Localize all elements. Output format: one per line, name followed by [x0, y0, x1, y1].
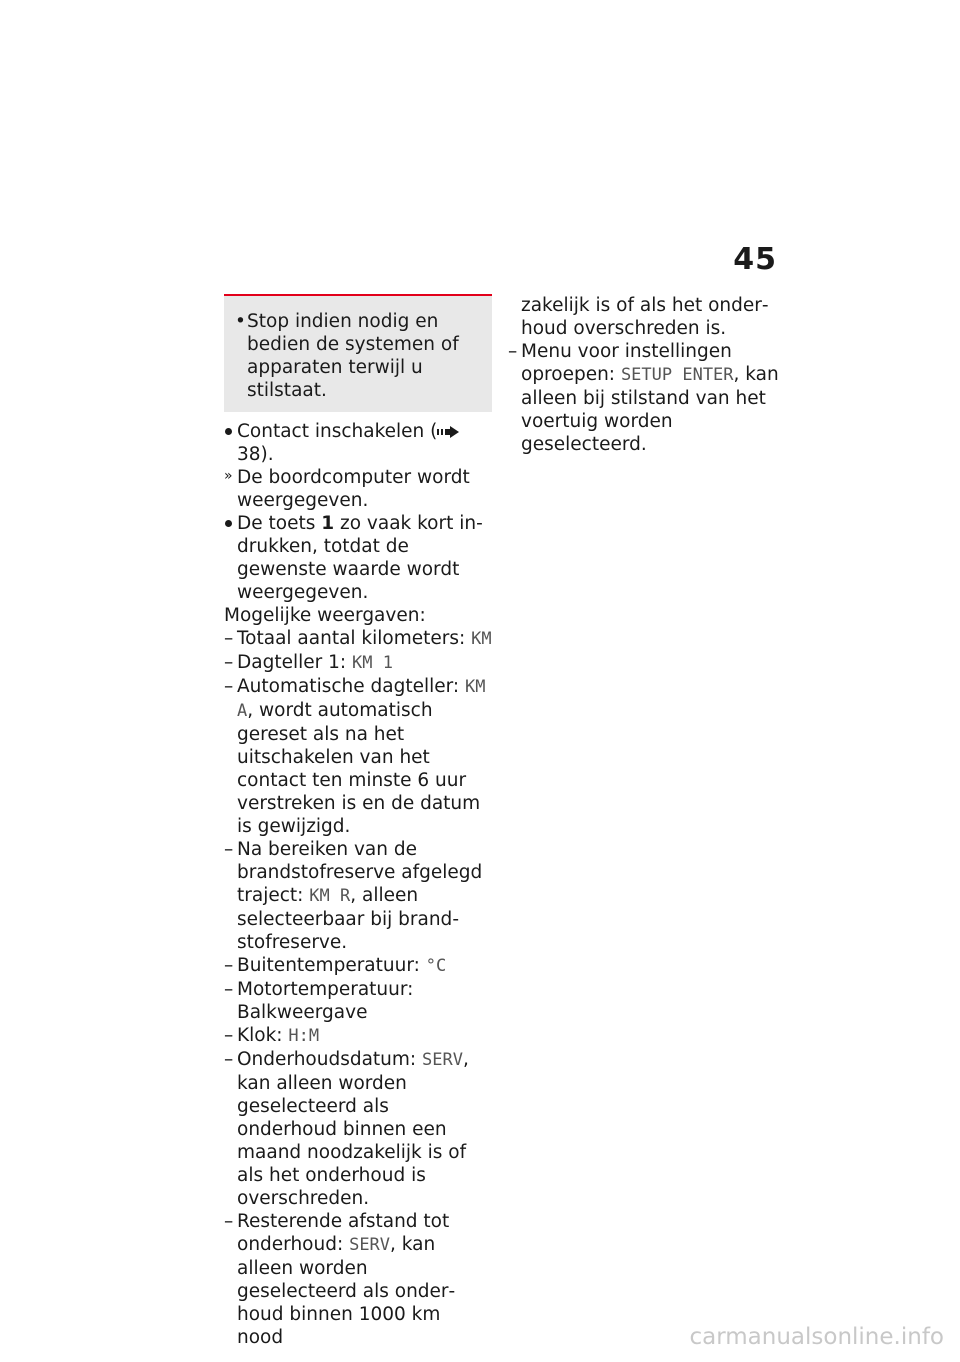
step-contact-ref: 38).	[237, 444, 274, 465]
display-trip1-label: Dagteller 1:	[237, 652, 352, 673]
display-service-date	[224, 1048, 492, 1210]
display-clock-code: H:M	[288, 1026, 320, 1046]
display-service-distance-code: SERV	[349, 1235, 391, 1255]
display-outside-temp-code: °C	[425, 956, 447, 976]
right-column	[508, 294, 780, 456]
possible-heading: Mogelijke weergaven:	[224, 605, 426, 626]
display-outside-temp-label: Buitentemperatuur:	[237, 955, 426, 976]
display-setup-menu-label: Menu voor instellingen oproepen:	[521, 341, 732, 385]
display-reserve-desc: , alleen selecteerbaar bij brandstofreserve.	[237, 885, 459, 953]
service-distance-continued: zakelijk is of als het onderhoud overschreden is.	[521, 295, 769, 339]
display-clock-label: Klok:	[237, 1025, 289, 1046]
display-setup-menu-desc: , kan alleen bij stilstand van het voertuig worden geselecteerd.	[521, 364, 779, 455]
display-engine-temp: – Motortemperatuur: Balkweergave	[224, 978, 492, 1024]
arrow-right-icon	[437, 426, 459, 438]
button-key: 1	[321, 513, 335, 534]
step-contact	[224, 420, 492, 466]
display-auto-trip-desc: , wordt automatisch gereset als na het uitschakelen van het contact ten minste 6 uur verstreken is en de datum is gewijzigd.	[237, 700, 481, 837]
step-button-text-b: zo vaak kort indrukken, totdat de gewenste waarde wordt weergegeven.	[237, 513, 483, 603]
display-setup-menu-code: SETUP ENTER	[620, 365, 734, 385]
note-box	[224, 294, 492, 412]
display-outside-temp	[224, 954, 492, 978]
display-trip1	[224, 651, 492, 675]
display-auto-trip-label: Automatische dagteller:	[237, 676, 466, 697]
display-setup-menu	[508, 340, 780, 456]
display-total-km-label: Totaal aantal kilometers:	[237, 628, 472, 649]
display-service-distance	[224, 1210, 492, 1349]
display-auto-trip-code: KM A	[237, 677, 486, 721]
display-trip1-code: KM 1	[352, 653, 393, 673]
display-reserve-code: KM R	[309, 886, 351, 906]
watermark: carmanualsonline.info	[689, 1324, 944, 1350]
display-service-distance-desc: , kan alleen worden geselecteerd als onderhoud binnen 1000 km nood	[237, 1234, 456, 1348]
display-total-km	[224, 627, 492, 651]
step-button	[224, 512, 492, 604]
display-service-date-label: Onderhoudsdatum:	[237, 1049, 423, 1070]
display-service-distance-label: Resterende afstand tot onderhoud:	[237, 1211, 450, 1255]
display-total-km-code: KM	[471, 629, 492, 649]
display-auto-trip	[224, 675, 492, 838]
display-clock	[224, 1024, 492, 1048]
display-reserve	[224, 838, 492, 954]
page-number: 45	[733, 242, 777, 277]
left-column	[224, 294, 492, 1349]
note-text: • Stop indien nodig en bedien de systemen of apparaten terwijl u stilstaat.	[232, 310, 482, 402]
display-reserve-label: Na bereiken van de brandstofreserve afgelegd traject:	[237, 839, 483, 906]
display-service-date-desc: , kan alleen worden geselecteerd als onderhoud binnen een maand noodzakelijk is of als het onderhoud is overschreden.	[237, 1049, 469, 1209]
step-contact-text: Contact inschakelen (	[237, 421, 438, 442]
step-button-text-a: De toets	[237, 513, 322, 534]
display-service-date-code: SERV	[422, 1050, 463, 1070]
result-display: » De boordcomputer wordt weergegeven.	[224, 466, 492, 512]
